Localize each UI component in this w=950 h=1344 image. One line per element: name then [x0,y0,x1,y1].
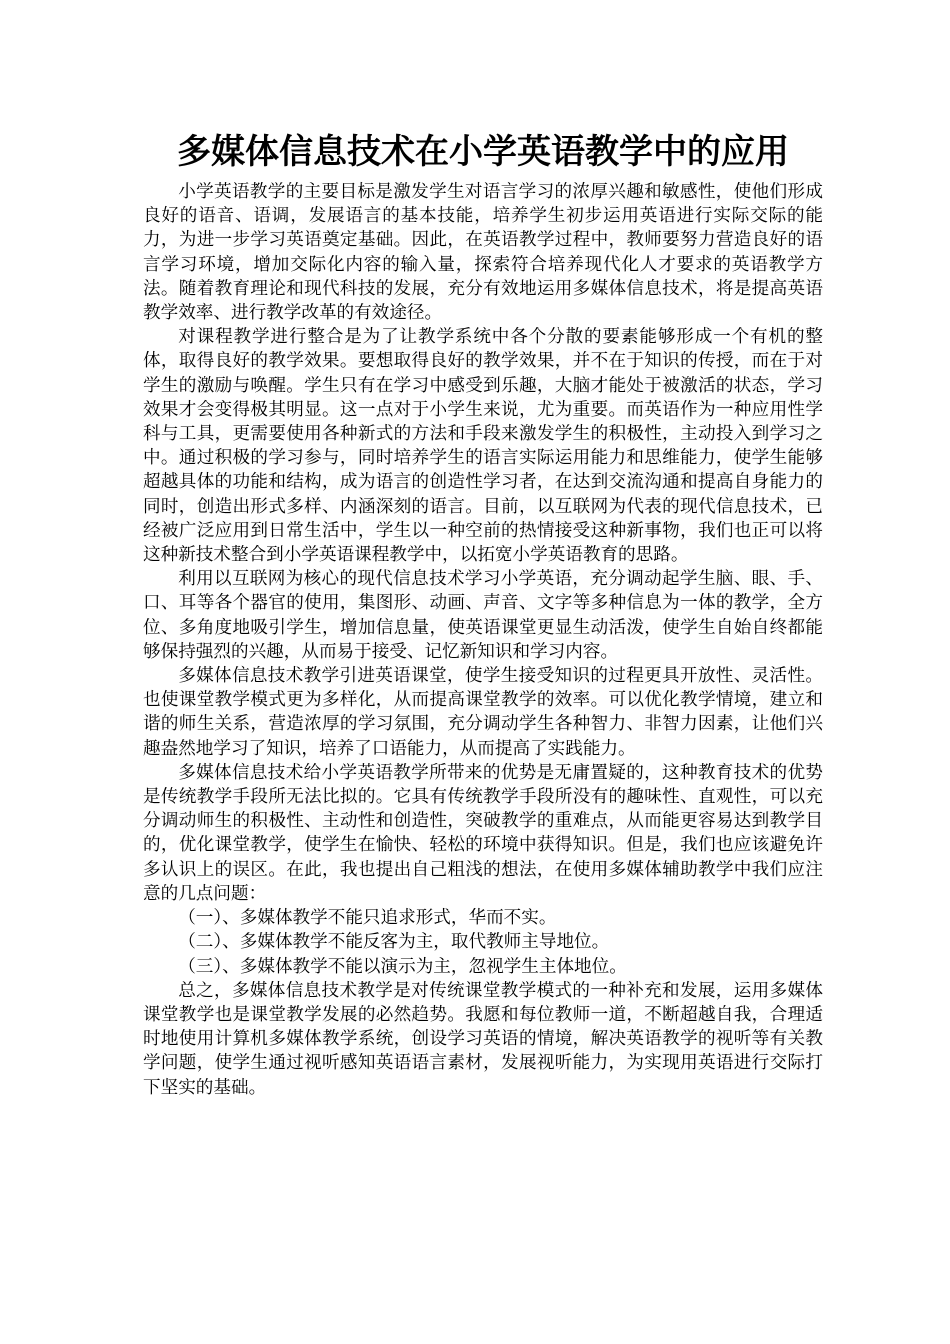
list-item-1: （一）、多媒体教学不能只追求形式，华而不实。 [178,908,557,929]
paragraph-internet: 利用以互联网为核心的现代信息技术学习小学英语，充分调动起学生脑、眼、手、口、耳等各个器官的使用，集图形、动画、声音、文字等多种信息为一体的教学，全方位、多角度地吸引学生，增加信息量，使英语课堂更显生动活泼，使学生自始自终都能够保持强烈的兴趣，从而易于接受、记忆新知识和学习内容。 [143,569,823,662]
paragraph-integration: 对课程教学进行整合是为了让教学系统中各个分散的要素能够形成一个有机的整体，取得良好的教学效果。要想取得良好的教学效果，并不在于知识的传授，而在于对学生的激励与唤醒。学生只有在学习中感受到乐趣，大脑才能处于被激活的状态，学习效果才会变得极其明显。这一点对于小学生来说，尤为重要。而英语作为一种应用性学科与工具，更需要使用各种新式的方法和手段来激发学生的积极性，主动投入到学习之中。通过积极的学习参与，同时培养学生的语言实际运用能力和思维能力，使学生能够超越具体的功能和结构，成为语言的创造性学习者，在达到交流沟通和提高自身能力的同时，创造出形式多样、内涵深刻的语言。目前，以互联网为代表的现代信息技术，已经被广泛应用到日常生活中，学生以一种空前的热情接受这种新事物，我们也正可以将这种新技术整合到小学英语课程教学中，以拓宽小学英语教育的思路。 [143,327,823,566]
document-page [143,128,823,1100]
paragraph-advantages: 多媒体信息技术给小学英语教学所带来的优势是无庸置疑的，这种教育技术的优势是传统教学手段所无法比拟的。它具有传统教学手段所没有的趣味性、直观性，可以充分调动师生的积极性、主动性和创造性，突破教学的重难点，从而能更容易达到教学目的，优化课堂教学，使学生在愉快、轻松的环境中获得知识。但是，我们也应该避免许多认识上的误区。在此，我也提出自己粗浅的想法，在使用多媒体辅助教学中我们应注意的几点问题： [143,762,823,904]
paragraph-intro: 小学英语教学的主要目标是激发学生对语言学习的浓厚兴趣和敏感性，使他们形成良好的语音、语调，发展语言的基本技能，培养学生初步运用英语进行实际交际的能力，为进一步学习英语奠定基础。因此，在英语教学过程中，教师要努力营造良好的语言学习环境，增加交际化内容的输入量，探索符合培养现代化人才要求的英语教学方法。随着教育理论和现代科技的发展，充分有效地运用多媒体信息技术，将是提高英语教学效率、进行教学改革的有效途径。 [143,182,823,324]
document-title: 多媒体信息技术在小学英语教学中的应用 [177,132,789,172]
list-item-2: （二）、多媒体教学不能反客为主，取代教师主导地位。 [178,932,610,953]
paragraph-multimedia-classroom: 多媒体信息技术教学引进英语课堂，使学生接受知识的过程更具开放性、灵活性。也使课堂教学模式更为多样化，从而提高课堂教学的效率。可以优化教学情境，建立和谐的师生关系，营造浓厚的学习氛围，充分调动学生各种智力、非智力因素，让他们兴趣盎然地学习了知识，培养了口语能力，从而提高了实践能力。 [143,666,823,759]
list-item-3: （三）、多媒体教学不能以演示为主，忽视学生主体地位。 [178,956,627,977]
paragraph-conclusion: 总之，多媒体信息技术教学是对传统课堂教学模式的一种补充和发展，运用多媒体课堂教学也是课堂教学发展的必然趋势。我愿和每位教师一道，不断超越自我，合理适时地使用计算机多媒体教学系统，创设学习英语的情境，解决英语教学的视听等有关教学问题，使学生通过视听感知英语语言素材，发展视听能力，为实现用英语进行交际打下坚实的基础。 [143,980,823,1098]
